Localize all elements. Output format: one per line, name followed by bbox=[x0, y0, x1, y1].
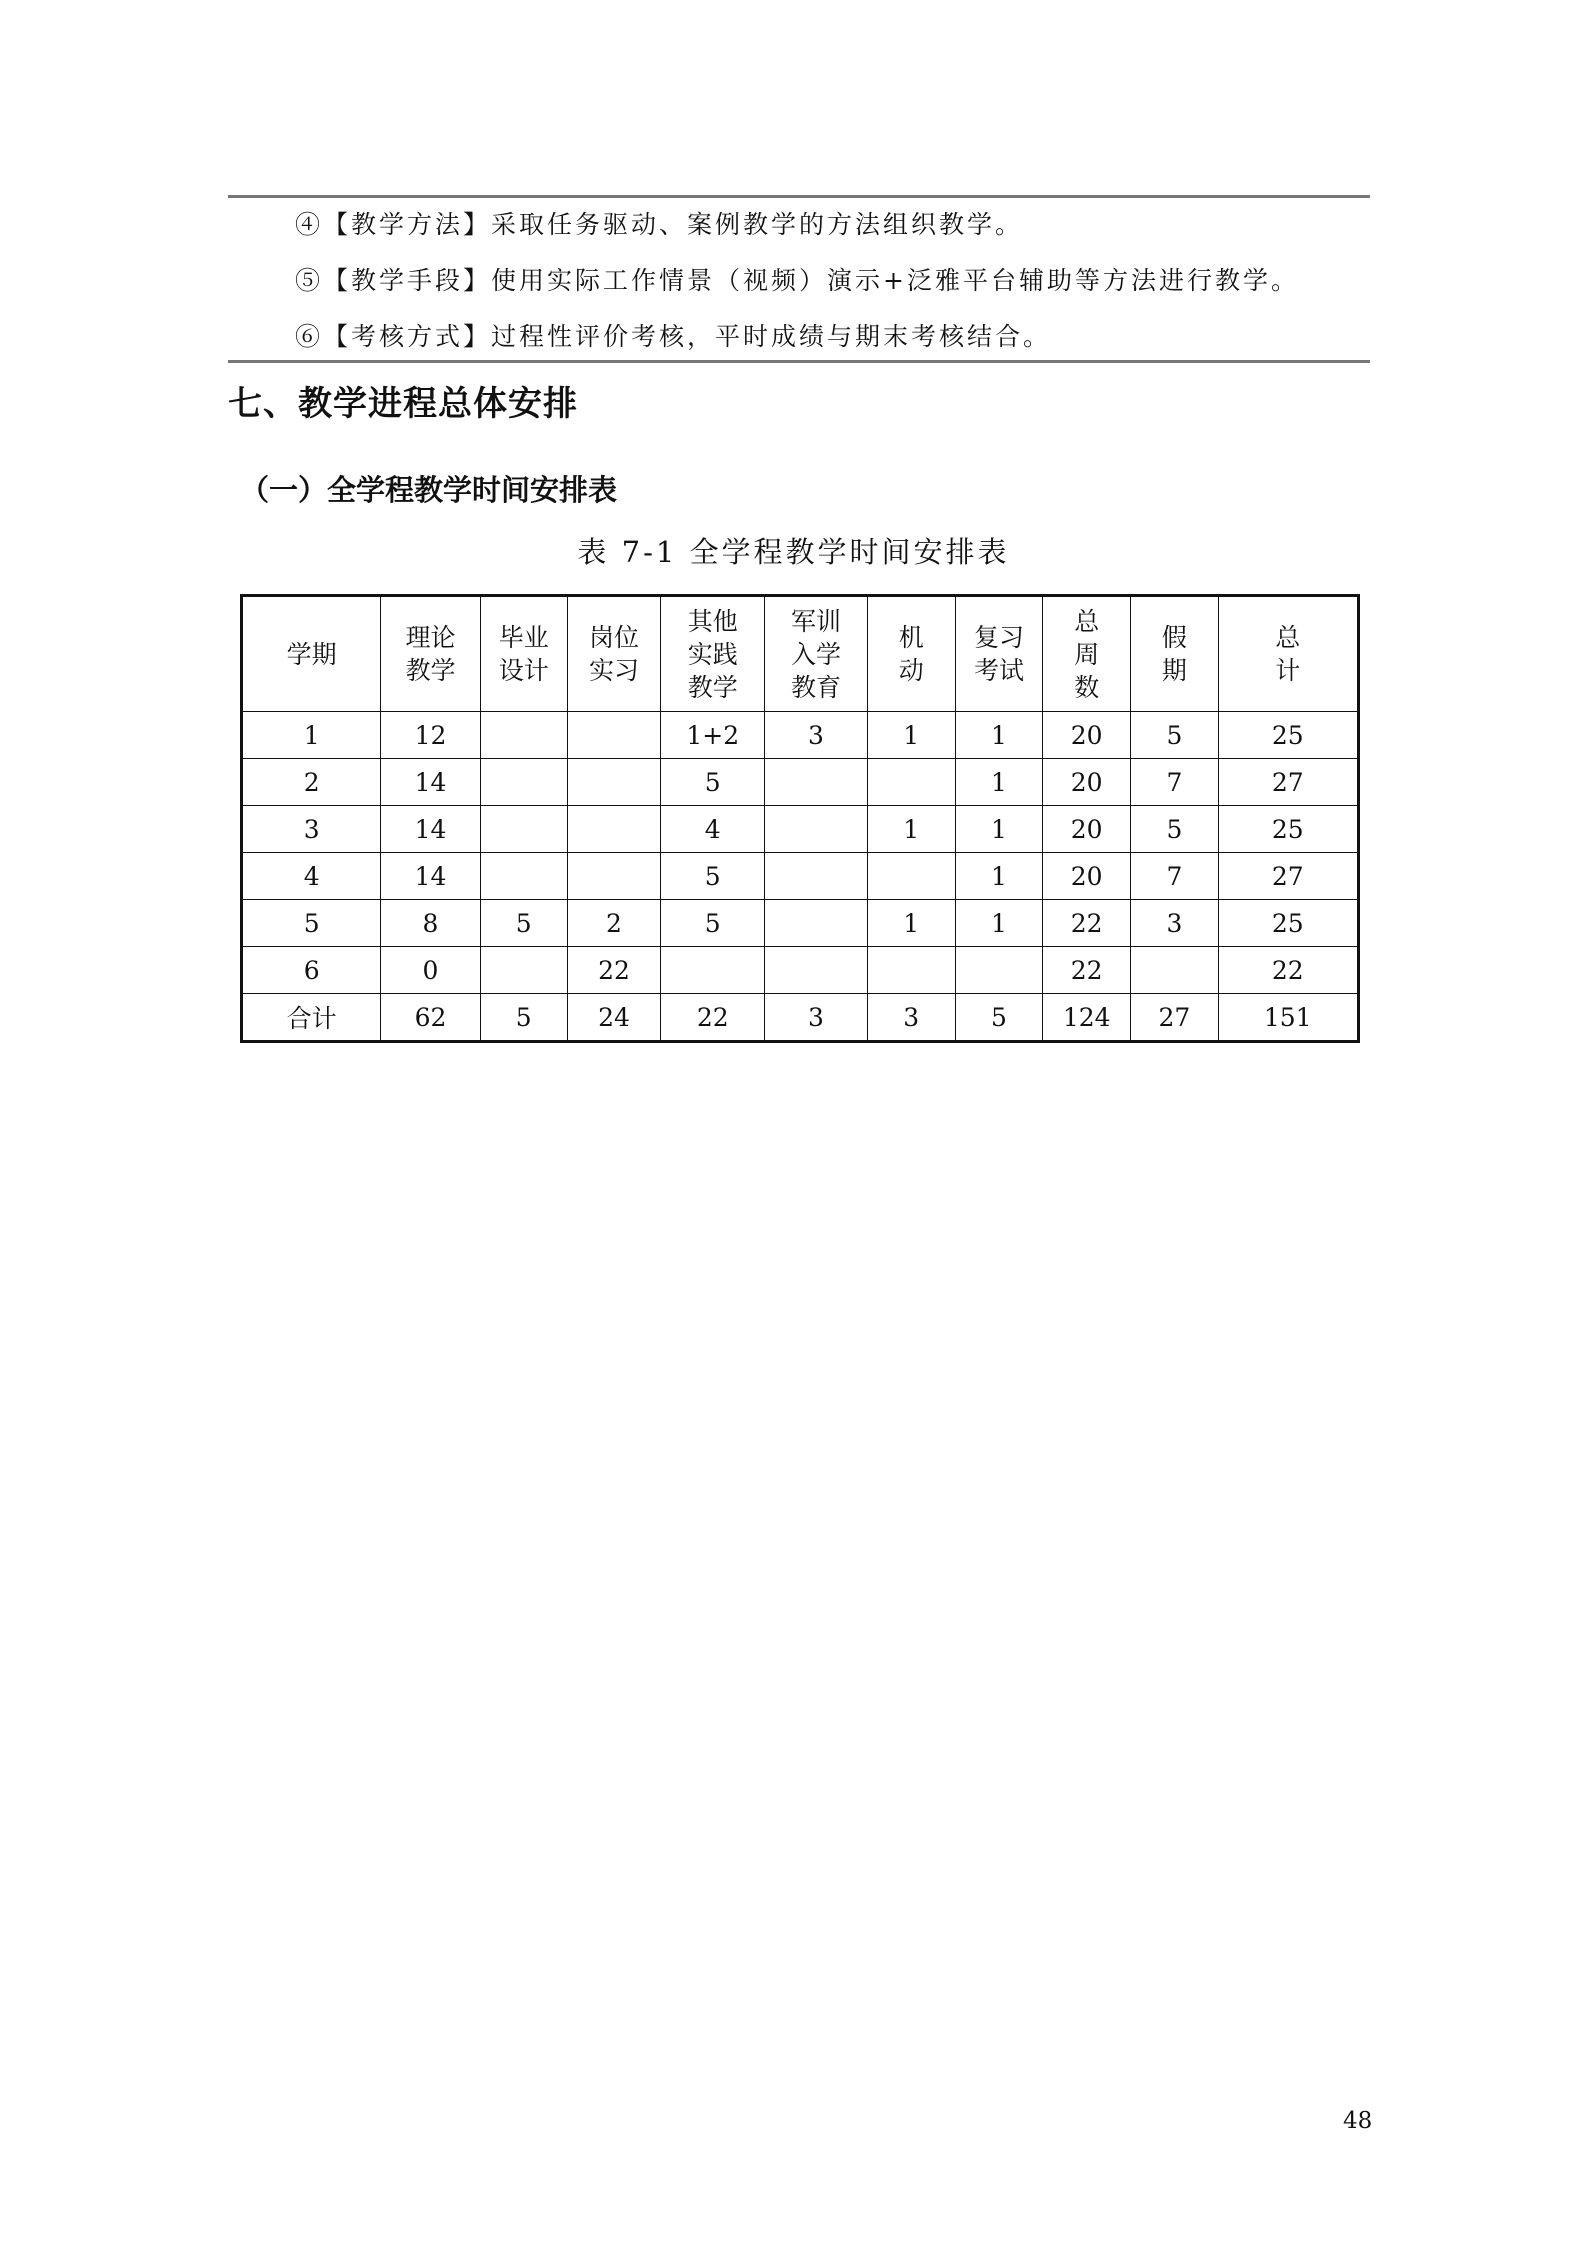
table-cell: 4 bbox=[242, 853, 381, 900]
table-cell: 2 bbox=[242, 759, 381, 806]
table-cell: 1 bbox=[867, 712, 955, 759]
column-header bbox=[567, 596, 660, 712]
table-cell: 14 bbox=[381, 759, 480, 806]
table-cell bbox=[765, 947, 867, 994]
column-header bbox=[765, 596, 867, 712]
column-header-line: 计 bbox=[1275, 656, 1301, 685]
table-cell bbox=[480, 947, 567, 994]
table-cell: 1 bbox=[867, 806, 955, 853]
table-cell bbox=[867, 759, 955, 806]
table-cell: 3 bbox=[1131, 900, 1218, 947]
column-header bbox=[1218, 596, 1358, 712]
table-cell: 12 bbox=[381, 712, 480, 759]
table-cell: 3 bbox=[765, 994, 867, 1042]
table-cell: 1 bbox=[955, 900, 1042, 947]
table-cell bbox=[765, 853, 867, 900]
table-cell: 22 bbox=[567, 947, 660, 994]
table-cell bbox=[480, 759, 567, 806]
table-cell: 5 bbox=[1131, 712, 1218, 759]
table-row bbox=[242, 759, 1359, 806]
table-cell: 20 bbox=[1043, 853, 1131, 900]
table-cell: 62 bbox=[381, 994, 480, 1042]
table-cell: 5 bbox=[661, 759, 765, 806]
column-header-line: 机 bbox=[898, 623, 924, 652]
column-header-line: 教育 bbox=[790, 672, 841, 702]
table-row bbox=[242, 900, 1359, 947]
column-header-line: 教学 bbox=[405, 656, 456, 685]
teaching-means-item: ⑤【教学手段】使用实际工作情景（视频）演示+泛雅平台辅助等方法进行教学。 bbox=[295, 266, 1299, 295]
table-cell: 20 bbox=[1043, 806, 1131, 853]
table-cell: 5 bbox=[661, 853, 765, 900]
table-row bbox=[242, 712, 1359, 759]
table-cell: 合计 bbox=[242, 994, 381, 1042]
column-header-line: 其他 bbox=[687, 606, 738, 636]
table-cell bbox=[867, 947, 955, 994]
table-cell: 5 bbox=[480, 900, 567, 947]
column-header-line: 总 bbox=[1275, 623, 1301, 652]
table-cell: 14 bbox=[381, 806, 480, 853]
table-row bbox=[242, 994, 1359, 1042]
column-header bbox=[1043, 596, 1131, 712]
table-body bbox=[242, 712, 1359, 1042]
section-title: 七、教学进程总体安排 bbox=[228, 384, 578, 424]
table-cell: 3 bbox=[765, 712, 867, 759]
table-cell bbox=[567, 806, 660, 853]
table-cell: 27 bbox=[1131, 994, 1218, 1042]
table-cell bbox=[867, 853, 955, 900]
table-cell: 22 bbox=[1043, 947, 1131, 994]
table-cell: 8 bbox=[381, 900, 480, 947]
column-header-line: 实践 bbox=[687, 639, 738, 669]
column-header-line: 假 bbox=[1161, 623, 1187, 652]
table-cell: 1 bbox=[955, 853, 1042, 900]
teaching-items bbox=[295, 197, 1355, 365]
table-caption: 表 7-1 全学程教学时间安排表 bbox=[577, 535, 1010, 569]
table-cell: 1+2 bbox=[661, 712, 765, 759]
table-cell bbox=[567, 712, 660, 759]
table-row bbox=[242, 806, 1359, 853]
column-header-line: 教学 bbox=[687, 672, 738, 702]
column-header bbox=[480, 596, 567, 712]
table-cell: 1 bbox=[955, 806, 1042, 853]
column-header bbox=[1131, 596, 1218, 712]
table-cell: 5 bbox=[242, 900, 381, 947]
table-cell: 1 bbox=[242, 712, 381, 759]
column-header-line: 毕业 bbox=[498, 623, 549, 652]
table-cell: 1 bbox=[955, 712, 1042, 759]
table-header-row bbox=[242, 596, 1359, 712]
table-cell bbox=[567, 853, 660, 900]
table-cell: 1 bbox=[867, 900, 955, 947]
table-cell: 27 bbox=[1218, 853, 1358, 900]
table-cell: 151 bbox=[1218, 994, 1358, 1042]
column-header bbox=[867, 596, 955, 712]
table-cell: 5 bbox=[480, 994, 567, 1042]
table-row bbox=[242, 853, 1359, 900]
subsection-title: （一）全学程教学时间安排表 bbox=[240, 473, 618, 507]
assessment-method-item: ⑥【考核方式】过程性评价考核，平时成绩与期末考核结合。 bbox=[295, 322, 1052, 351]
page-number: 48 bbox=[1343, 2108, 1373, 2134]
column-header-line: 动 bbox=[898, 656, 924, 685]
table-cell bbox=[480, 712, 567, 759]
column-header-line: 数 bbox=[1074, 672, 1100, 702]
table-cell: 5 bbox=[955, 994, 1042, 1042]
table-cell: 6 bbox=[242, 947, 381, 994]
column-header-line: 军训 bbox=[790, 606, 841, 636]
table-cell: 4 bbox=[661, 806, 765, 853]
table-cell bbox=[765, 759, 867, 806]
table-cell: 22 bbox=[661, 994, 765, 1042]
teaching-method-item: ④【教学方法】采取任务驱动、案例教学的方法组织教学。 bbox=[295, 210, 1024, 239]
column-header-line: 复习 bbox=[973, 623, 1024, 652]
table-cell: 124 bbox=[1043, 994, 1131, 1042]
table-cell bbox=[765, 900, 867, 947]
table-cell bbox=[1131, 947, 1218, 994]
table-cell: 20 bbox=[1043, 712, 1131, 759]
teaching-schedule-table bbox=[240, 594, 1360, 1043]
column-header-line: 入学 bbox=[790, 639, 841, 669]
column-header-line: 周 bbox=[1074, 639, 1100, 669]
table-cell: 25 bbox=[1218, 900, 1358, 947]
table-cell bbox=[480, 853, 567, 900]
table-cell: 14 bbox=[381, 853, 480, 900]
table-cell: 22 bbox=[1043, 900, 1131, 947]
column-header-line: 考试 bbox=[973, 656, 1024, 685]
column-header-line: 总 bbox=[1074, 606, 1100, 636]
bottom-rule bbox=[228, 360, 1370, 363]
table-cell: 5 bbox=[661, 900, 765, 947]
table-cell: 5 bbox=[1131, 806, 1218, 853]
table-cell: 7 bbox=[1131, 759, 1218, 806]
table-cell: 2 bbox=[567, 900, 660, 947]
table-cell bbox=[567, 759, 660, 806]
column-header-line: 期 bbox=[1161, 656, 1187, 685]
table-cell: 20 bbox=[1043, 759, 1131, 806]
column-header bbox=[242, 596, 381, 712]
table-cell bbox=[480, 806, 567, 853]
table-cell: 7 bbox=[1131, 853, 1218, 900]
table-cell bbox=[765, 806, 867, 853]
column-header bbox=[661, 596, 765, 712]
table-cell: 3 bbox=[867, 994, 955, 1042]
table-cell bbox=[661, 947, 765, 994]
column-header bbox=[381, 596, 480, 712]
column-header-line: 理论 bbox=[405, 623, 456, 652]
column-header bbox=[955, 596, 1042, 712]
column-header-line: 设计 bbox=[498, 656, 549, 685]
table-cell: 3 bbox=[242, 806, 381, 853]
table-cell: 25 bbox=[1218, 712, 1358, 759]
table-cell: 22 bbox=[1218, 947, 1358, 994]
table-cell bbox=[955, 947, 1042, 994]
table-cell: 25 bbox=[1218, 806, 1358, 853]
column-header-line: 岗位 bbox=[588, 623, 639, 652]
table-cell: 1 bbox=[955, 759, 1042, 806]
table-cell: 0 bbox=[381, 947, 480, 994]
table-row bbox=[242, 947, 1359, 994]
column-header-line: 学期 bbox=[286, 639, 337, 669]
table-cell: 24 bbox=[567, 994, 660, 1042]
column-header-line: 实习 bbox=[588, 656, 639, 685]
table-cell: 27 bbox=[1218, 759, 1358, 806]
